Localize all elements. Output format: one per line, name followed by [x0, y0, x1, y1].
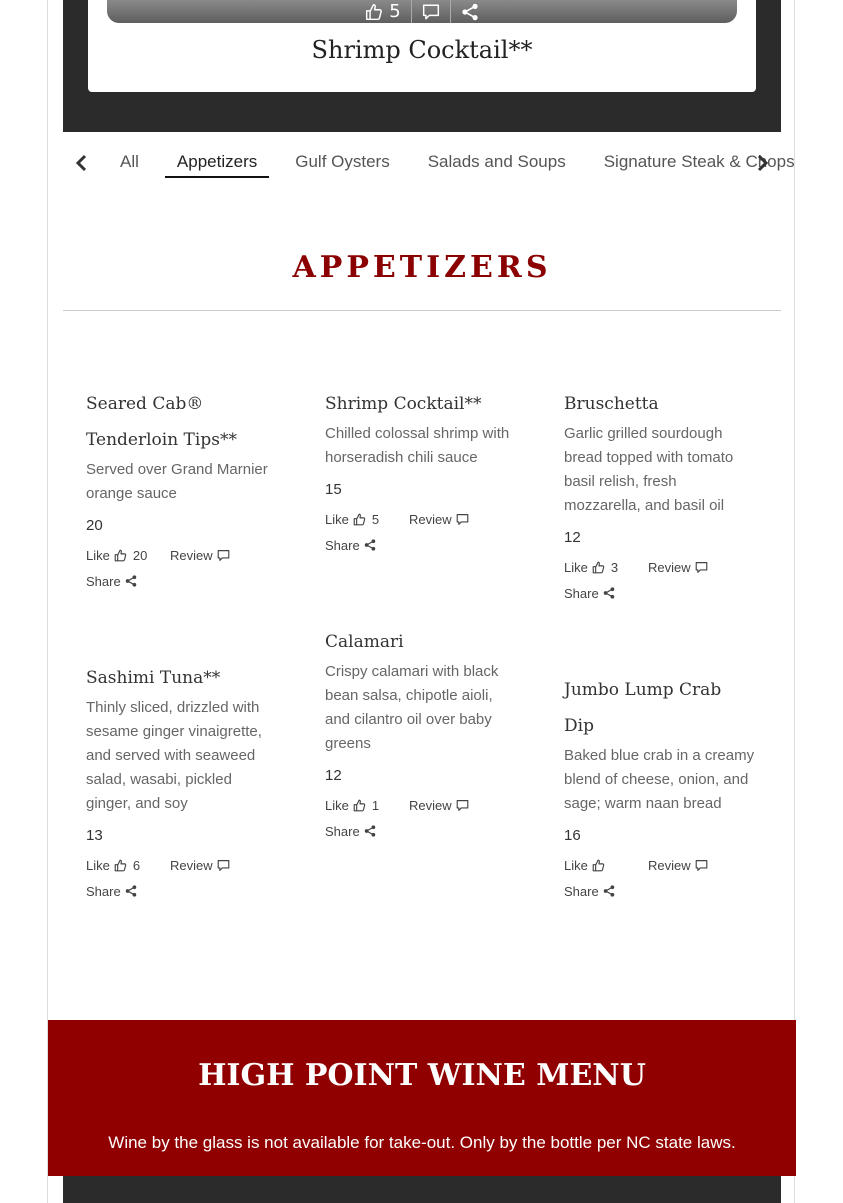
- wine-menu-title[interactable]: HIGH POINT WINE MENU: [198, 1058, 646, 1093]
- share-icon: [603, 885, 615, 897]
- menu-item: [86, 386, 278, 594]
- thumbs-up-icon: [592, 561, 605, 574]
- like-button[interactable]: [86, 852, 170, 878]
- review-label: Review: [648, 857, 691, 873]
- comment-icon: [422, 3, 440, 21]
- featured-like-button[interactable]: [355, 0, 410, 23]
- like-label: Like: [86, 857, 110, 873]
- share-button[interactable]: [564, 580, 756, 606]
- chevron-left-icon: [75, 154, 89, 172]
- menu-item-name[interactable]: Shrimp Cocktail**: [325, 394, 482, 414]
- featured-carousel: [63, 0, 781, 132]
- chevron-right-icon: [755, 154, 769, 172]
- review-button[interactable]: [648, 554, 708, 580]
- share-icon: [125, 885, 137, 897]
- like-count: 20: [132, 547, 148, 563]
- like-count: 3: [610, 559, 619, 575]
- share-icon: [603, 587, 615, 599]
- menu-item-actions: [564, 852, 756, 904]
- tabs-scroll-left-button[interactable]: [71, 152, 93, 174]
- featured-action-bar: [107, 0, 737, 23]
- featured-item-title: Shrimp Cocktail**: [311, 36, 533, 64]
- wine-menu-banner: [48, 1020, 796, 1176]
- share-icon: [461, 3, 479, 21]
- section-divider: [63, 310, 781, 311]
- share-button[interactable]: [86, 878, 278, 904]
- menu-item-actions: [325, 506, 517, 558]
- menu-item-name[interactable]: Sashimi Tuna**: [86, 668, 221, 688]
- like-count: 6: [132, 857, 141, 873]
- share-label: Share: [86, 573, 121, 589]
- review-button[interactable]: [409, 792, 469, 818]
- like-count: 5: [371, 511, 380, 527]
- menu-item-price: 12: [325, 767, 342, 784]
- menu-item-price: 16: [564, 827, 581, 844]
- share-label: Share: [564, 585, 599, 601]
- tab-strip: [108, 140, 795, 186]
- share-button[interactable]: [325, 532, 517, 558]
- tab-salads-and-soups[interactable]: Salads and Soups: [427, 152, 566, 171]
- review-button[interactable]: [648, 852, 708, 878]
- category-tabs: [63, 140, 795, 186]
- wine-menu-note: Wine by the glass is not available for take-out. Only by the bottle per NC state laws.: [108, 1133, 736, 1152]
- menu-item: [325, 624, 517, 844]
- tab-signature-steak[interactable]: Signature Steak & Chops: [603, 152, 795, 171]
- review-label: Review: [648, 559, 691, 575]
- tab-appetizers[interactable]: Appetizers: [165, 140, 269, 174]
- menu-item-name[interactable]: Calamari: [325, 632, 404, 652]
- share-label: Share: [86, 883, 121, 899]
- like-button[interactable]: [325, 792, 409, 818]
- share-button[interactable]: [564, 878, 756, 904]
- share-label: Share: [564, 883, 599, 899]
- featured-share-button[interactable]: [451, 0, 489, 23]
- menu-item-description: Baked blue crab in a creamy blend of cheese, onion, and sage; warm naan bread: [564, 747, 755, 812]
- menu-item-actions: [325, 792, 517, 844]
- featured-review-button[interactable]: [412, 0, 450, 23]
- tabs-scroll-right-button[interactable]: [751, 152, 773, 174]
- review-button[interactable]: [170, 852, 230, 878]
- comment-icon: [695, 859, 708, 872]
- like-label: Like: [564, 857, 588, 873]
- share-icon: [125, 575, 137, 587]
- menu-item-price: 13: [86, 827, 103, 844]
- review-label: Review: [409, 797, 452, 813]
- like-label: Like: [86, 547, 110, 563]
- menu-item: [564, 386, 756, 606]
- menu-item-name[interactable]: Jumbo Lump Crab Dip: [564, 680, 722, 736]
- thumbs-up-icon: [114, 859, 127, 872]
- menu-item-name[interactable]: Bruschetta: [564, 394, 659, 414]
- menu-item-actions: [86, 542, 278, 594]
- review-label: Review: [170, 857, 213, 873]
- tab-gulf-oysters[interactable]: Gulf Oysters: [295, 152, 390, 171]
- featured-item-card[interactable]: [88, 0, 756, 92]
- footer-band: [63, 1176, 781, 1203]
- menu-item-description: Crispy calamari with black bean salsa, chipotle aioli, and cilantro oil over baby greens: [325, 663, 499, 752]
- comment-icon: [695, 561, 708, 574]
- comment-icon: [217, 859, 230, 872]
- menu-item-name[interactable]: Seared Cab® Tenderloin Tips**: [86, 394, 237, 450]
- review-label: Review: [170, 547, 213, 563]
- review-label: Review: [409, 511, 452, 527]
- menu-item-description: Thinly sliced, drizzled with sesame ginger vinaigrette, and served with seaweed salad, wasabi, pickled ginger, and soy: [86, 699, 262, 812]
- like-button[interactable]: [564, 852, 648, 878]
- menu-item-actions: [564, 554, 756, 606]
- share-icon: [364, 539, 376, 551]
- like-button[interactable]: [86, 542, 170, 568]
- like-button[interactable]: [564, 554, 648, 580]
- menu-item-description: Chilled colossal shrimp with horseradish chili sauce: [325, 425, 510, 466]
- menu-item-description: Garlic grilled sourdough bread topped with tomato basil relish, fresh mozzarella, and basil oil: [564, 425, 734, 514]
- featured-like-count: 5: [389, 1, 401, 22]
- section-title: APPETIZERS: [292, 250, 552, 285]
- like-count: 1: [371, 797, 380, 813]
- like-label: Like: [564, 559, 588, 575]
- thumbs-up-icon: [353, 799, 366, 812]
- like-button[interactable]: [325, 506, 409, 532]
- comment-icon: [456, 799, 469, 812]
- review-button[interactable]: [170, 542, 230, 568]
- share-button[interactable]: [325, 818, 517, 844]
- review-button[interactable]: [409, 506, 469, 532]
- thumbs-up-icon: [114, 549, 127, 562]
- share-icon: [364, 825, 376, 837]
- menu-item: [325, 386, 517, 558]
- thumbs-up-icon: [353, 513, 366, 526]
- comment-icon: [217, 549, 230, 562]
- menu-item-price: 20: [86, 517, 103, 534]
- thumbs-up-icon: [365, 3, 383, 21]
- tab-all[interactable]: All: [120, 152, 139, 171]
- like-label: Like: [325, 511, 349, 527]
- share-button[interactable]: [86, 568, 278, 594]
- menu-item-price: 15: [325, 481, 342, 498]
- menu-item-description: Served over Grand Marnier orange sauce: [86, 461, 268, 502]
- menu-item-price: 12: [564, 529, 581, 546]
- like-label: Like: [325, 797, 349, 813]
- thumbs-up-icon: [592, 859, 605, 872]
- menu-item: [86, 660, 278, 904]
- comment-icon: [456, 513, 469, 526]
- menu-item-actions: [86, 852, 278, 904]
- share-label: Share: [325, 823, 360, 839]
- menu-item: [564, 672, 756, 904]
- tab-viewport: [108, 140, 795, 186]
- share-label: Share: [325, 537, 360, 553]
